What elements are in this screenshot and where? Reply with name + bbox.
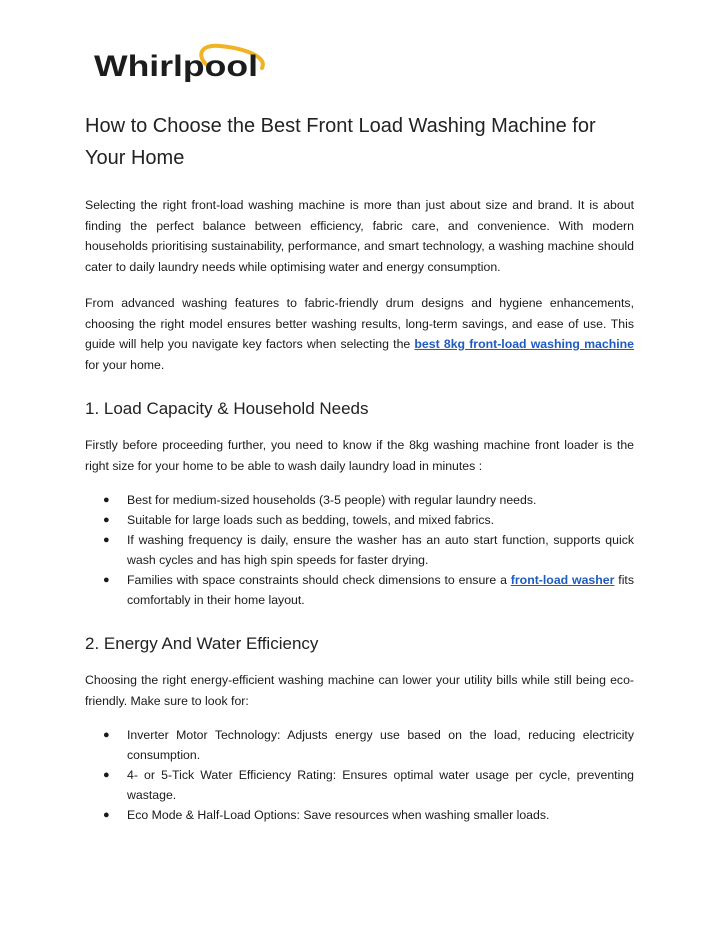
list-item: [103, 530, 634, 570]
list-item: [103, 725, 634, 765]
list-item-text: Eco Mode & Half-Load Options: Save resources when washing smaller loads.: [127, 808, 550, 822]
bullet-icon: ●: [103, 534, 110, 546]
bullet-icon: ●: [103, 514, 110, 526]
whirlpool-logo: [92, 38, 272, 94]
bullet-icon: ●: [103, 494, 110, 506]
list-item: [103, 510, 634, 530]
list-item-text: Best for medium-sized households (3-5 people) with regular laundry needs.: [127, 493, 537, 507]
best-8kg-front-load-link[interactable]: best 8kg front-load washing machine: [414, 337, 634, 351]
list-item-text: 4- or 5-Tick Water Efficiency Rating: Ensures optimal water usage per cycle, preventing wastage.: [127, 768, 634, 802]
list-item-text: Suitable for large loads such as bedding, towels, and mixed fabrics.: [127, 513, 495, 527]
article-title: How to Choose the Best Front Load Washing Machine for Your Home: [85, 115, 596, 169]
list-item: [103, 490, 634, 510]
section-1-intro: Firstly before proceeding further, you need to know if the 8kg washing machine front loader is the right size for your home to be able to wash daily laundry load in minutes :: [85, 438, 634, 473]
list-item-text-after: fits comfortably in their home layout.: [127, 573, 634, 607]
section-1-bullet-list: [85, 490, 634, 610]
list-item: [103, 805, 634, 825]
list-item: [103, 765, 634, 805]
bullet-icon: ●: [103, 729, 110, 741]
intro-paragraph-2: [85, 293, 634, 375]
article-body: [85, 110, 634, 843]
intro-2-text-before: From advanced washing features to fabric-friendly drum designs and hygiene enhancements, choosing the right model ensures better washing results, long-term savings, and ease of use. This guide will help you navigate key factors when selecting the: [85, 296, 634, 351]
intro-paragraph-1: Selecting the right front-load washing machine is more than just about size and brand. It is about finding the perfect balance between efficiency, fabric care, and convenience. With modern households prioritising sustainability, performance, and smart technology, a washing machine should cater to daily laundry needs while optimising water and energy consumption.: [85, 198, 634, 274]
section-2-bullet-list: [85, 725, 634, 825]
section-2-intro: Choosing the right energy-efficient washing machine can lower your utility bills while still being eco-friendly. Make sure to look for:: [85, 673, 634, 708]
section-2-heading: 2. Energy And Water Efficiency: [85, 634, 319, 653]
front-load-washer-link[interactable]: front-load washer: [510, 573, 615, 587]
bullet-icon: ●: [103, 809, 110, 821]
list-item-text: If washing frequency is daily, ensure the washer has an auto start function, supports quick wash cycles and has high spin speeds for faster drying.: [127, 533, 634, 567]
logo-text: Whirlpool: [94, 50, 258, 83]
intro-2-text-after: for your home.: [85, 357, 165, 372]
list-item-text: Inverter Motor Technology: Adjusts energy use based on the load, reducing electricity consumption.: [127, 728, 634, 762]
bullet-icon: ●: [103, 574, 110, 586]
section-1-heading: 1. Load Capacity & Household Needs: [85, 399, 369, 418]
bullet-icon: ●: [103, 769, 110, 781]
list-item-text-before: Families with space constraints should check dimensions to ensure a: [127, 573, 511, 587]
list-item: [103, 570, 634, 610]
